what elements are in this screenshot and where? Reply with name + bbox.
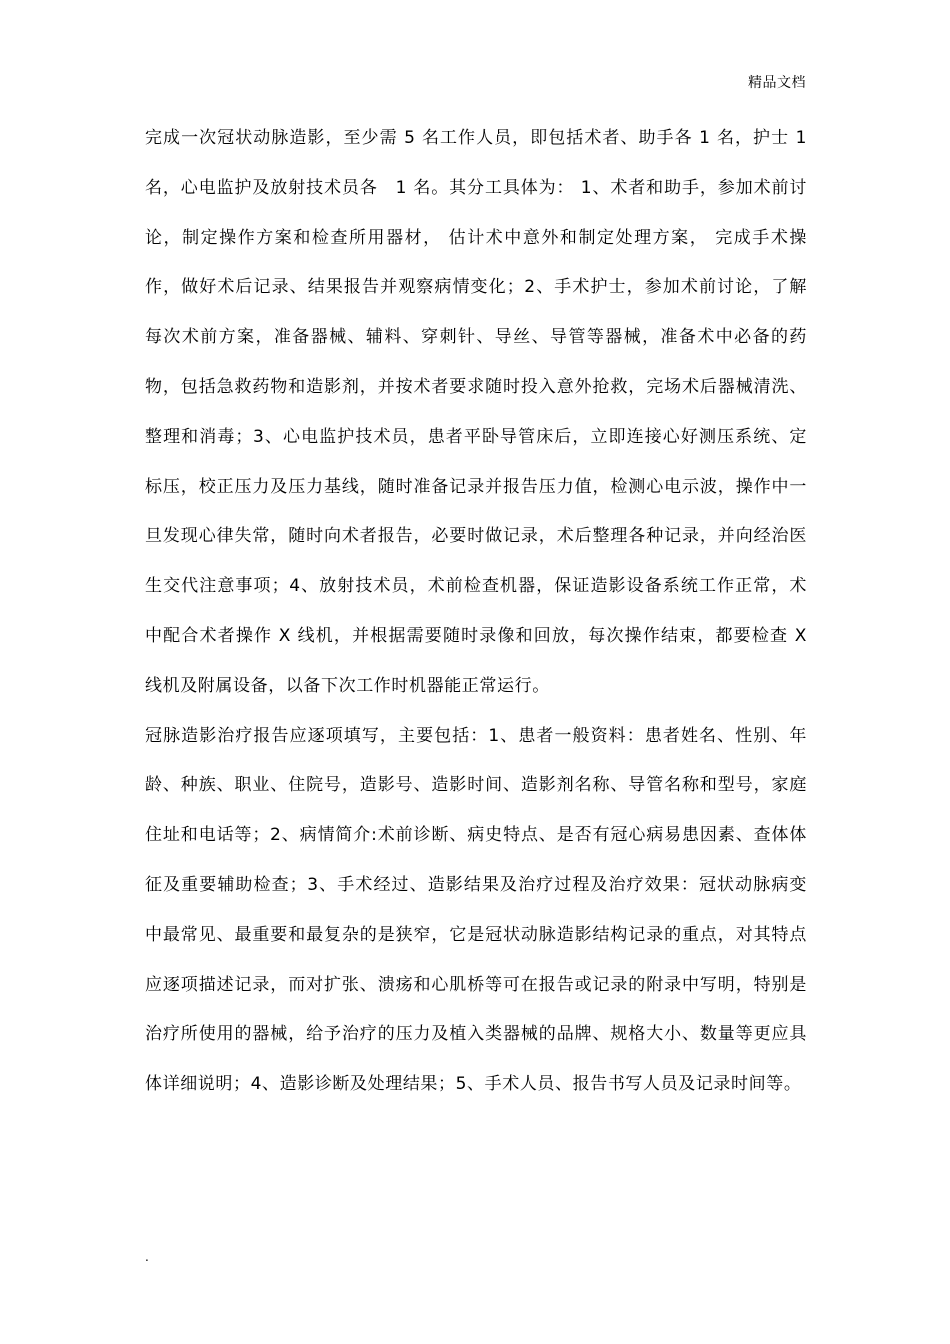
paragraph-staffing: 完成一次冠状动脉造影，至少需 5 名工作人员，即包括术者、助手各 1 名，护士 1 名，心电监护及放射技术员各 1 名。其分工具体为： 1、术者和助手，参加术前讨论，制定操作方案和检查所用器材， 估计术中意外和制定处理方案， 完成手术操作，做好术后记录、结果报告并观察病情变化；2、手术护士，参加术前讨论，了解每次术前方案，准备器械、辅料、穿刺针、导丝、导管等器械，准备术中必备的药物，包括急救药物和造影剂，并按术者要求随时投入意外抢救，完场术后器械清洗、整理和消毒；3、心电监护技术员，患者平卧导管床后，立即连接心好测压系统、定标压，校正压力及压力基线，随时准备记录并报告压力值，检测心电示波，操作中一旦发现心律失常，随时向术者报告，必要时做记录，术后整理各种记录，并向经治医生交代注意事项；4、放射技术员，术前检查机器，保证造影设备系统工作正常，术中配合术者操作 X 线机，并根据需要随时录像和回放，每次操作结束，都要检查 X 线机及附属设备，以备下次工作时机器能正常运行。 <box>145 128 807 696</box>
footer-mark: . <box>145 1250 149 1264</box>
header-label: 精品文档 <box>748 75 806 91</box>
document-body <box>145 114 807 1110</box>
paragraph-report: 冠脉造影治疗报告应逐项填写，主要包括：1、患者一般资料：患者姓名、性别、年龄、种族、职业、住院号，造影号、造影时间、造影剂名称、导管名称和型号，家庭住址和电话等；2、病情简介:术前诊断、病史特点、是否有冠心病易患因素、查体体征及重要辅助检查；3、手术经过、造影结果及治疗过程及治疗效果：冠状动脉病变中最常见、最重要和最复杂的是狭窄，它是冠状动脉造影结构记录的重点，对其特点应逐项描述记录，而对扩张、溃疡和心肌桥等可在报告或记录的附录中写明，特别是治疗所使用的器械，给予治疗的压力及植入类器械的品牌、规格大小、数量等更应具体详细说明；4、造影诊断及处理结果；5、手术人员、报告书写人员及记录时间等。 <box>145 725 807 1095</box>
